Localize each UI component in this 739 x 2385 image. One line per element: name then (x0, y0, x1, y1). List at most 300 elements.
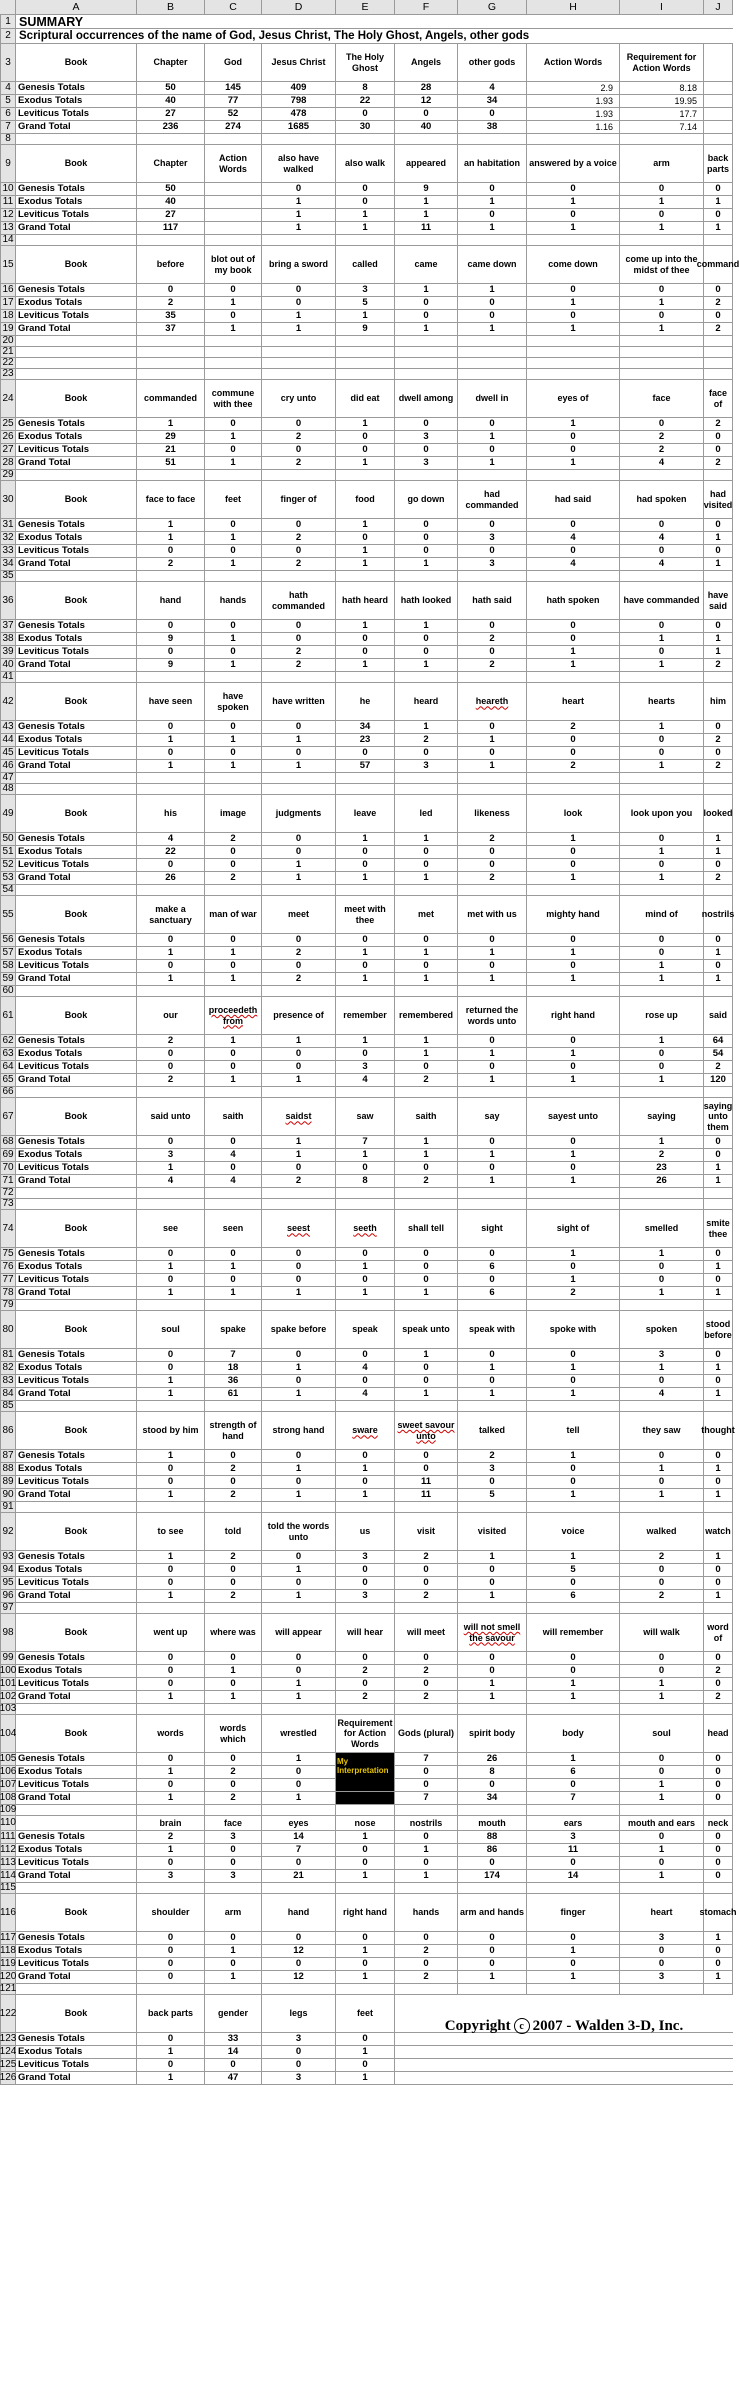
value-cell[interactable] (704, 82, 733, 94)
row-number[interactable]: 24 (0, 380, 16, 417)
column-label[interactable]: had visited (704, 481, 733, 518)
value-cell[interactable]: 1 (704, 222, 733, 234)
empty-cell[interactable] (527, 1883, 620, 1893)
value-cell[interactable]: 0 (262, 1375, 336, 1387)
value-cell[interactable]: 28 (395, 82, 458, 94)
row-number[interactable]: 27 (0, 444, 16, 456)
empty-cell[interactable] (137, 470, 205, 480)
book-header[interactable]: Book (16, 246, 137, 283)
value-cell[interactable]: 0 (458, 297, 527, 309)
empty-cell[interactable] (704, 358, 733, 368)
row-number[interactable]: 114 (0, 1870, 16, 1882)
value-cell[interactable]: 0 (620, 284, 704, 296)
row-label[interactable]: Leviticus Totals (16, 747, 137, 759)
column-label[interactable]: speak with (458, 1311, 527, 1348)
value-cell[interactable]: 1 (336, 973, 395, 985)
row-label[interactable]: Leviticus Totals (16, 1375, 137, 1387)
row-label[interactable]: Genesis Totals (16, 1349, 137, 1361)
value-cell[interactable]: 50 (137, 82, 205, 94)
column-label[interactable]: proceedeth from (205, 997, 262, 1034)
value-cell[interactable]: 0 (336, 1577, 395, 1589)
empty-cell[interactable] (262, 336, 336, 346)
book-header[interactable]: Book (16, 1715, 137, 1752)
empty-cell[interactable] (620, 773, 704, 783)
empty-cell[interactable] (527, 134, 620, 144)
value-cell[interactable]: 0 (262, 1652, 336, 1664)
empty-cell[interactable] (16, 1087, 137, 1097)
value-cell[interactable]: 2 (527, 721, 620, 733)
value-cell[interactable]: 1 (262, 1489, 336, 1501)
value-cell[interactable]: 4 (527, 532, 620, 544)
value-cell[interactable]: 0 (704, 721, 733, 733)
value-cell[interactable]: 2 (704, 457, 733, 469)
value-cell[interactable]: 0 (395, 1678, 458, 1690)
value-cell[interactable]: 1 (336, 947, 395, 959)
value-cell[interactable]: 0 (395, 1450, 458, 1462)
column-label[interactable]: brain (137, 1816, 205, 1830)
value-cell[interactable]: 3 (336, 1061, 395, 1073)
value-cell[interactable]: 0 (262, 1349, 336, 1361)
empty-cell[interactable] (205, 773, 262, 783)
empty-cell[interactable] (336, 1199, 395, 1209)
book-header[interactable]: Book (16, 1412, 137, 1449)
empty-cell[interactable] (527, 336, 620, 346)
value-cell[interactable]: 0 (336, 1375, 395, 1387)
value-cell[interactable]: 0 (527, 1476, 620, 1488)
column-label[interactable]: us (336, 1513, 395, 1550)
value-cell[interactable]: 2 (704, 297, 733, 309)
value-cell[interactable]: 1 (336, 558, 395, 570)
value-cell[interactable]: 2 (137, 297, 205, 309)
row-number[interactable]: 54 (0, 885, 16, 895)
row-label[interactable]: Genesis Totals (16, 1932, 137, 1944)
row-label[interactable]: Leviticus Totals (16, 444, 137, 456)
value-cell[interactable]: 1 (620, 1489, 704, 1501)
empty-cell[interactable] (458, 571, 527, 581)
row-number[interactable]: 71 (0, 1175, 16, 1187)
value-cell[interactable]: 1 (336, 545, 395, 557)
column-label[interactable]: came (395, 246, 458, 283)
value-cell[interactable]: 0 (395, 1857, 458, 1869)
value-cell[interactable]: 0 (395, 1274, 458, 1286)
empty-cell[interactable] (395, 1704, 458, 1714)
row-label[interactable]: Grand Total (16, 1691, 137, 1703)
empty-cell[interactable] (262, 1087, 336, 1097)
empty-cell[interactable] (458, 470, 527, 480)
empty-cell[interactable] (137, 986, 205, 996)
value-cell[interactable]: 2.9 (527, 82, 620, 94)
empty-cell[interactable] (395, 1199, 458, 1209)
value-cell[interactable]: 0 (262, 1274, 336, 1286)
value-cell[interactable]: 29 (137, 431, 205, 443)
row-label[interactable]: Exodus Totals (16, 1463, 137, 1475)
column-header-h[interactable]: H (527, 0, 620, 14)
row-label[interactable]: Grand Total (16, 1792, 137, 1804)
row-number[interactable]: 25 (0, 418, 16, 430)
row-number[interactable]: 112 (0, 1844, 16, 1856)
empty-cell[interactable] (527, 1805, 620, 1815)
row-number[interactable]: 101 (0, 1678, 17, 1690)
value-cell[interactable]: 0 (137, 1136, 205, 1148)
column-label[interactable]: finger (527, 1894, 620, 1931)
value-cell[interactable]: 0 (704, 545, 733, 557)
empty-cell[interactable] (395, 1984, 458, 1994)
value-cell[interactable]: 1 (527, 1388, 620, 1400)
empty-cell[interactable] (527, 1984, 620, 1994)
row-number[interactable]: 42 (0, 683, 16, 720)
row-number[interactable]: 31 (0, 519, 16, 531)
column-label[interactable]: right hand (527, 997, 620, 1034)
column-label[interactable]: will meet (395, 1614, 458, 1651)
value-cell[interactable]: 1 (395, 620, 458, 632)
column-label[interactable]: word of (704, 1614, 733, 1651)
value-cell[interactable]: 1 (620, 633, 704, 645)
value-cell[interactable]: 1 (704, 1388, 733, 1400)
row-label[interactable]: Genesis Totals (16, 1035, 137, 1047)
value-cell[interactable]: 1 (395, 1149, 458, 1161)
column-label[interactable]: met (395, 896, 458, 933)
row-label[interactable]: Genesis Totals (16, 1136, 137, 1148)
value-cell[interactable]: 0 (205, 646, 262, 658)
value-cell[interactable]: 0 (205, 1162, 262, 1174)
value-cell[interactable]: 0 (262, 1061, 336, 1073)
value-cell[interactable]: 1 (395, 947, 458, 959)
value-cell[interactable]: 34 (336, 721, 395, 733)
value-cell[interactable]: 1 (527, 1274, 620, 1286)
value-cell[interactable]: 1 (262, 1362, 336, 1374)
row-number[interactable]: 100 (0, 1665, 17, 1677)
value-cell[interactable]: 1 (704, 1162, 733, 1174)
value-cell[interactable]: 0 (205, 934, 262, 946)
value-cell[interactable]: 1 (527, 1248, 620, 1260)
value-cell[interactable]: 2 (527, 760, 620, 772)
value-cell[interactable]: 0 (336, 846, 395, 858)
empty-cell[interactable] (137, 885, 205, 895)
empty-cell[interactable] (205, 1300, 262, 1310)
value-cell[interactable]: 1 (336, 1149, 395, 1161)
empty-cell[interactable] (137, 1805, 205, 1815)
value-cell[interactable]: 0 (205, 284, 262, 296)
row-label[interactable]: Leviticus Totals (16, 1577, 137, 1589)
value-cell[interactable]: 1 (458, 1149, 527, 1161)
value-cell[interactable]: 0 (458, 1945, 527, 1957)
value-cell[interactable]: 2 (137, 1074, 205, 1086)
value-cell[interactable]: 0 (458, 209, 527, 221)
value-cell[interactable]: 0 (395, 1577, 458, 1589)
row-label[interactable]: Exodus Totals (16, 95, 137, 107)
value-cell[interactable]: 0 (137, 1945, 205, 1957)
value-cell[interactable]: 0 (527, 1375, 620, 1387)
value-cell[interactable]: 0 (620, 1048, 704, 1060)
value-cell[interactable]: 1 (527, 1551, 620, 1563)
value-cell[interactable]: 6 (527, 1766, 620, 1778)
value-cell[interactable]: 0 (527, 1349, 620, 1361)
value-cell[interactable]: 2 (205, 1489, 262, 1501)
value-cell[interactable]: 117 (137, 222, 205, 234)
column-label[interactable]: speak (336, 1311, 395, 1348)
value-cell[interactable]: 1 (620, 973, 704, 985)
value-cell[interactable]: 2 (704, 1665, 733, 1677)
value-cell[interactable]: 0 (620, 1564, 704, 1576)
column-label[interactable]: gender (205, 1995, 262, 2032)
row-number[interactable]: 73 (0, 1199, 16, 1209)
empty-cell[interactable] (205, 1502, 262, 1512)
row-number[interactable]: 63 (0, 1048, 16, 1060)
value-cell[interactable]: 0 (336, 1932, 395, 1944)
value-cell[interactable]: 1.93 (527, 108, 620, 120)
column-label[interactable]: commune with thee (205, 380, 262, 417)
column-label[interactable]: will appear (262, 1614, 336, 1651)
empty-cell[interactable] (527, 347, 620, 357)
empty-cell[interactable] (137, 1401, 205, 1411)
column-label[interactable]: feet (336, 1995, 395, 2032)
column-label[interactable]: spirit body (458, 1715, 527, 1752)
value-cell[interactable]: 1 (205, 633, 262, 645)
value-cell[interactable]: 1.93 (527, 95, 620, 107)
empty-cell[interactable] (620, 1502, 704, 1512)
row-number[interactable]: 95 (0, 1577, 16, 1589)
row-label[interactable]: Leviticus Totals (16, 545, 137, 557)
column-label[interactable]: stood by him (137, 1412, 205, 1449)
row-number[interactable]: 64 (0, 1061, 16, 1073)
empty-cell[interactable] (336, 1502, 395, 1512)
row-label[interactable]: Leviticus Totals (16, 859, 137, 871)
column-label[interactable]: sayest unto (527, 1098, 620, 1135)
value-cell[interactable]: 0 (205, 1844, 262, 1856)
value-cell[interactable]: 0 (458, 960, 527, 972)
value-cell[interactable]: 0 (620, 859, 704, 871)
value-cell[interactable]: 0 (527, 1162, 620, 1174)
value-cell[interactable]: 0 (458, 1958, 527, 1970)
value-cell[interactable]: 0 (527, 859, 620, 871)
value-cell[interactable]: 1 (205, 457, 262, 469)
column-label[interactable]: went up (137, 1614, 205, 1651)
value-cell[interactable]: 1 (527, 1175, 620, 1187)
column-label[interactable]: Gods (plural) (395, 1715, 458, 1752)
column-label[interactable]: said unto (137, 1098, 205, 1135)
value-cell[interactable]: 1 (527, 833, 620, 845)
value-cell[interactable]: 38 (458, 121, 527, 133)
value-cell[interactable]: 0 (458, 1136, 527, 1148)
value-cell[interactable]: 30 (336, 121, 395, 133)
column-label[interactable]: led (395, 795, 458, 832)
value-cell[interactable]: 1 (458, 1551, 527, 1563)
value-cell[interactable]: 1 (262, 1691, 336, 1703)
value-cell[interactable]: 0 (262, 721, 336, 733)
value-cell[interactable]: 0 (527, 1463, 620, 1475)
value-cell[interactable]: 0 (704, 1476, 733, 1488)
column-label[interactable]: Action Words (527, 44, 620, 81)
value-cell[interactable]: 2 (704, 760, 733, 772)
value-cell[interactable]: 0 (137, 859, 205, 871)
empty-cell[interactable] (262, 784, 336, 794)
value-cell[interactable]: 0 (336, 934, 395, 946)
row-label[interactable]: Genesis Totals (16, 721, 137, 733)
value-cell[interactable]: 1 (262, 1149, 336, 1161)
interpretation-block[interactable] (336, 1792, 395, 1804)
value-cell[interactable]: 2 (620, 444, 704, 456)
row-number[interactable]: 50 (0, 833, 16, 845)
column-label[interactable]: go down (395, 481, 458, 518)
column-label[interactable]: had said (527, 481, 620, 518)
row-label[interactable]: Grand Total (16, 760, 137, 772)
value-cell[interactable]: 9 (336, 323, 395, 335)
column-label[interactable]: visited (458, 1513, 527, 1550)
empty-cell[interactable] (262, 1199, 336, 1209)
value-cell[interactable]: 3 (205, 1870, 262, 1882)
value-cell[interactable]: 0 (704, 747, 733, 759)
row-label[interactable]: Exodus Totals (16, 1844, 137, 1856)
value-cell[interactable]: 1 (336, 209, 395, 221)
empty-cell[interactable] (395, 1401, 458, 1411)
value-cell[interactable]: 0 (527, 1857, 620, 1869)
empty-cell[interactable] (620, 2059, 704, 2071)
value-cell[interactable]: 0 (205, 747, 262, 759)
empty-cell[interactable] (620, 2072, 704, 2084)
column-label[interactable]: seen (205, 1210, 262, 1247)
value-cell[interactable]: 57 (336, 760, 395, 772)
row-number[interactable]: 32 (0, 532, 16, 544)
value-cell[interactable]: 0 (704, 310, 733, 322)
value-cell[interactable]: 0 (262, 1665, 336, 1677)
column-label[interactable]: Angels (395, 44, 458, 81)
value-cell[interactable]: 0 (262, 1551, 336, 1563)
value-cell[interactable]: 0 (458, 1779, 527, 1791)
value-cell[interactable]: 1 (704, 1175, 733, 1187)
value-cell[interactable]: 0 (620, 545, 704, 557)
column-label[interactable]: neck (704, 1816, 733, 1830)
empty-cell[interactable] (137, 347, 205, 357)
value-cell[interactable]: 0 (262, 2059, 336, 2071)
value-cell[interactable]: 2 (395, 1551, 458, 1563)
column-label[interactable]: arm (205, 1894, 262, 1931)
value-cell[interactable]: 0 (262, 1932, 336, 1944)
value-cell[interactable]: 1 (336, 2072, 395, 2084)
value-cell[interactable]: 1 (205, 760, 262, 772)
value-cell[interactable]: 33 (205, 2033, 262, 2045)
row-number[interactable]: 61 (0, 997, 16, 1034)
value-cell[interactable]: 1 (620, 1362, 704, 1374)
value-cell[interactable]: 0 (620, 747, 704, 759)
column-label[interactable]: Chapter (137, 44, 205, 81)
value-cell[interactable]: 0 (527, 1577, 620, 1589)
value-cell[interactable]: 1 (620, 960, 704, 972)
value-cell[interactable]: 0 (205, 846, 262, 858)
value-cell[interactable]: 9 (395, 183, 458, 195)
column-label[interactable]: Jesus Christ (262, 44, 336, 81)
row-number[interactable]: 88 (0, 1463, 16, 1475)
value-cell[interactable]: 1 (458, 1048, 527, 1060)
value-cell[interactable]: 0 (137, 1349, 205, 1361)
value-cell[interactable]: 0 (620, 1665, 704, 1677)
value-cell[interactable]: 1 (395, 1136, 458, 1148)
column-label[interactable]: soul (620, 1715, 704, 1752)
empty-cell[interactable] (458, 235, 527, 245)
empty-cell[interactable] (620, 1984, 704, 1994)
row-label[interactable]: Exodus Totals (16, 633, 137, 645)
empty-cell[interactable] (205, 1087, 262, 1097)
value-cell[interactable]: 1 (137, 973, 205, 985)
value-cell[interactable] (205, 183, 262, 195)
row-label[interactable]: Grand Total (16, 1489, 137, 1501)
column-label[interactable]: mouth (458, 1816, 527, 1830)
value-cell[interactable]: 0 (137, 1362, 205, 1374)
value-cell[interactable]: 2 (137, 558, 205, 570)
value-cell[interactable]: 0 (620, 1958, 704, 1970)
value-cell[interactable]: 1 (527, 1450, 620, 1462)
value-cell[interactable]: 0 (395, 859, 458, 871)
column-label[interactable]: sware (336, 1412, 395, 1449)
value-cell[interactable]: 1 (704, 633, 733, 645)
column-label[interactable]: arm and hands (458, 1894, 527, 1931)
value-cell[interactable]: 6 (527, 1590, 620, 1602)
empty-cell[interactable] (336, 235, 395, 245)
value-cell[interactable]: 1 (137, 1261, 205, 1273)
column-label[interactable]: also have walked (262, 145, 336, 182)
empty-cell[interactable] (205, 235, 262, 245)
value-cell[interactable]: 1 (395, 833, 458, 845)
row-number[interactable]: 102 (0, 1691, 17, 1703)
column-label[interactable]: have written (262, 683, 336, 720)
row-number[interactable]: 80 (0, 1311, 16, 1348)
book-header[interactable]: Book (16, 582, 137, 619)
value-cell[interactable]: 40 (137, 196, 205, 208)
value-cell[interactable]: 0 (620, 519, 704, 531)
value-cell[interactable]: 1 (262, 222, 336, 234)
column-label[interactable]: met with us (458, 896, 527, 933)
value-cell[interactable]: 0 (395, 1375, 458, 1387)
column-label[interactable]: speak unto (395, 1311, 458, 1348)
empty-cell[interactable] (336, 470, 395, 480)
value-cell[interactable]: 798 (262, 95, 336, 107)
value-cell[interactable]: 1 (395, 1048, 458, 1060)
value-cell[interactable]: 0 (458, 1035, 527, 1047)
value-cell[interactable]: 0 (262, 934, 336, 946)
empty-cell[interactable] (620, 672, 704, 682)
value-cell[interactable]: 0 (704, 620, 733, 632)
value-cell[interactable]: 1 (458, 431, 527, 443)
value-cell[interactable]: 47 (205, 2072, 262, 2084)
value-cell[interactable]: 1 (336, 1261, 395, 1273)
empty-cell[interactable] (527, 1704, 620, 1714)
row-number[interactable]: 34 (0, 558, 16, 570)
value-cell[interactable]: 1 (205, 1074, 262, 1086)
value-cell[interactable]: 1 (527, 1048, 620, 1060)
value-cell[interactable]: 1 (137, 2046, 205, 2058)
value-cell[interactable]: 1 (205, 558, 262, 570)
value-cell[interactable]: 1 (205, 1035, 262, 1047)
row-label[interactable]: Exodus Totals (16, 297, 137, 309)
row-number[interactable]: 18 (0, 310, 16, 322)
value-cell[interactable]: 37 (137, 323, 205, 335)
row-number[interactable]: 17 (0, 297, 16, 309)
empty-cell[interactable] (395, 470, 458, 480)
empty-cell[interactable] (137, 1603, 205, 1613)
value-cell[interactable]: 0 (137, 1048, 205, 1060)
column-label[interactable]: feet (205, 481, 262, 518)
empty-cell[interactable] (262, 369, 336, 379)
value-cell[interactable]: 0 (704, 1564, 733, 1576)
value-cell[interactable]: 0 (336, 1476, 395, 1488)
value-cell[interactable] (205, 222, 262, 234)
value-cell[interactable]: 3 (262, 2033, 336, 2045)
empty-cell[interactable] (704, 1603, 733, 1613)
column-label[interactable]: walked (620, 1513, 704, 1550)
row-number[interactable]: 70 (0, 1162, 16, 1174)
column-label[interactable]: right hand (336, 1894, 395, 1931)
column-label[interactable]: Action Words (205, 145, 262, 182)
value-cell[interactable]: 1 (620, 872, 704, 884)
